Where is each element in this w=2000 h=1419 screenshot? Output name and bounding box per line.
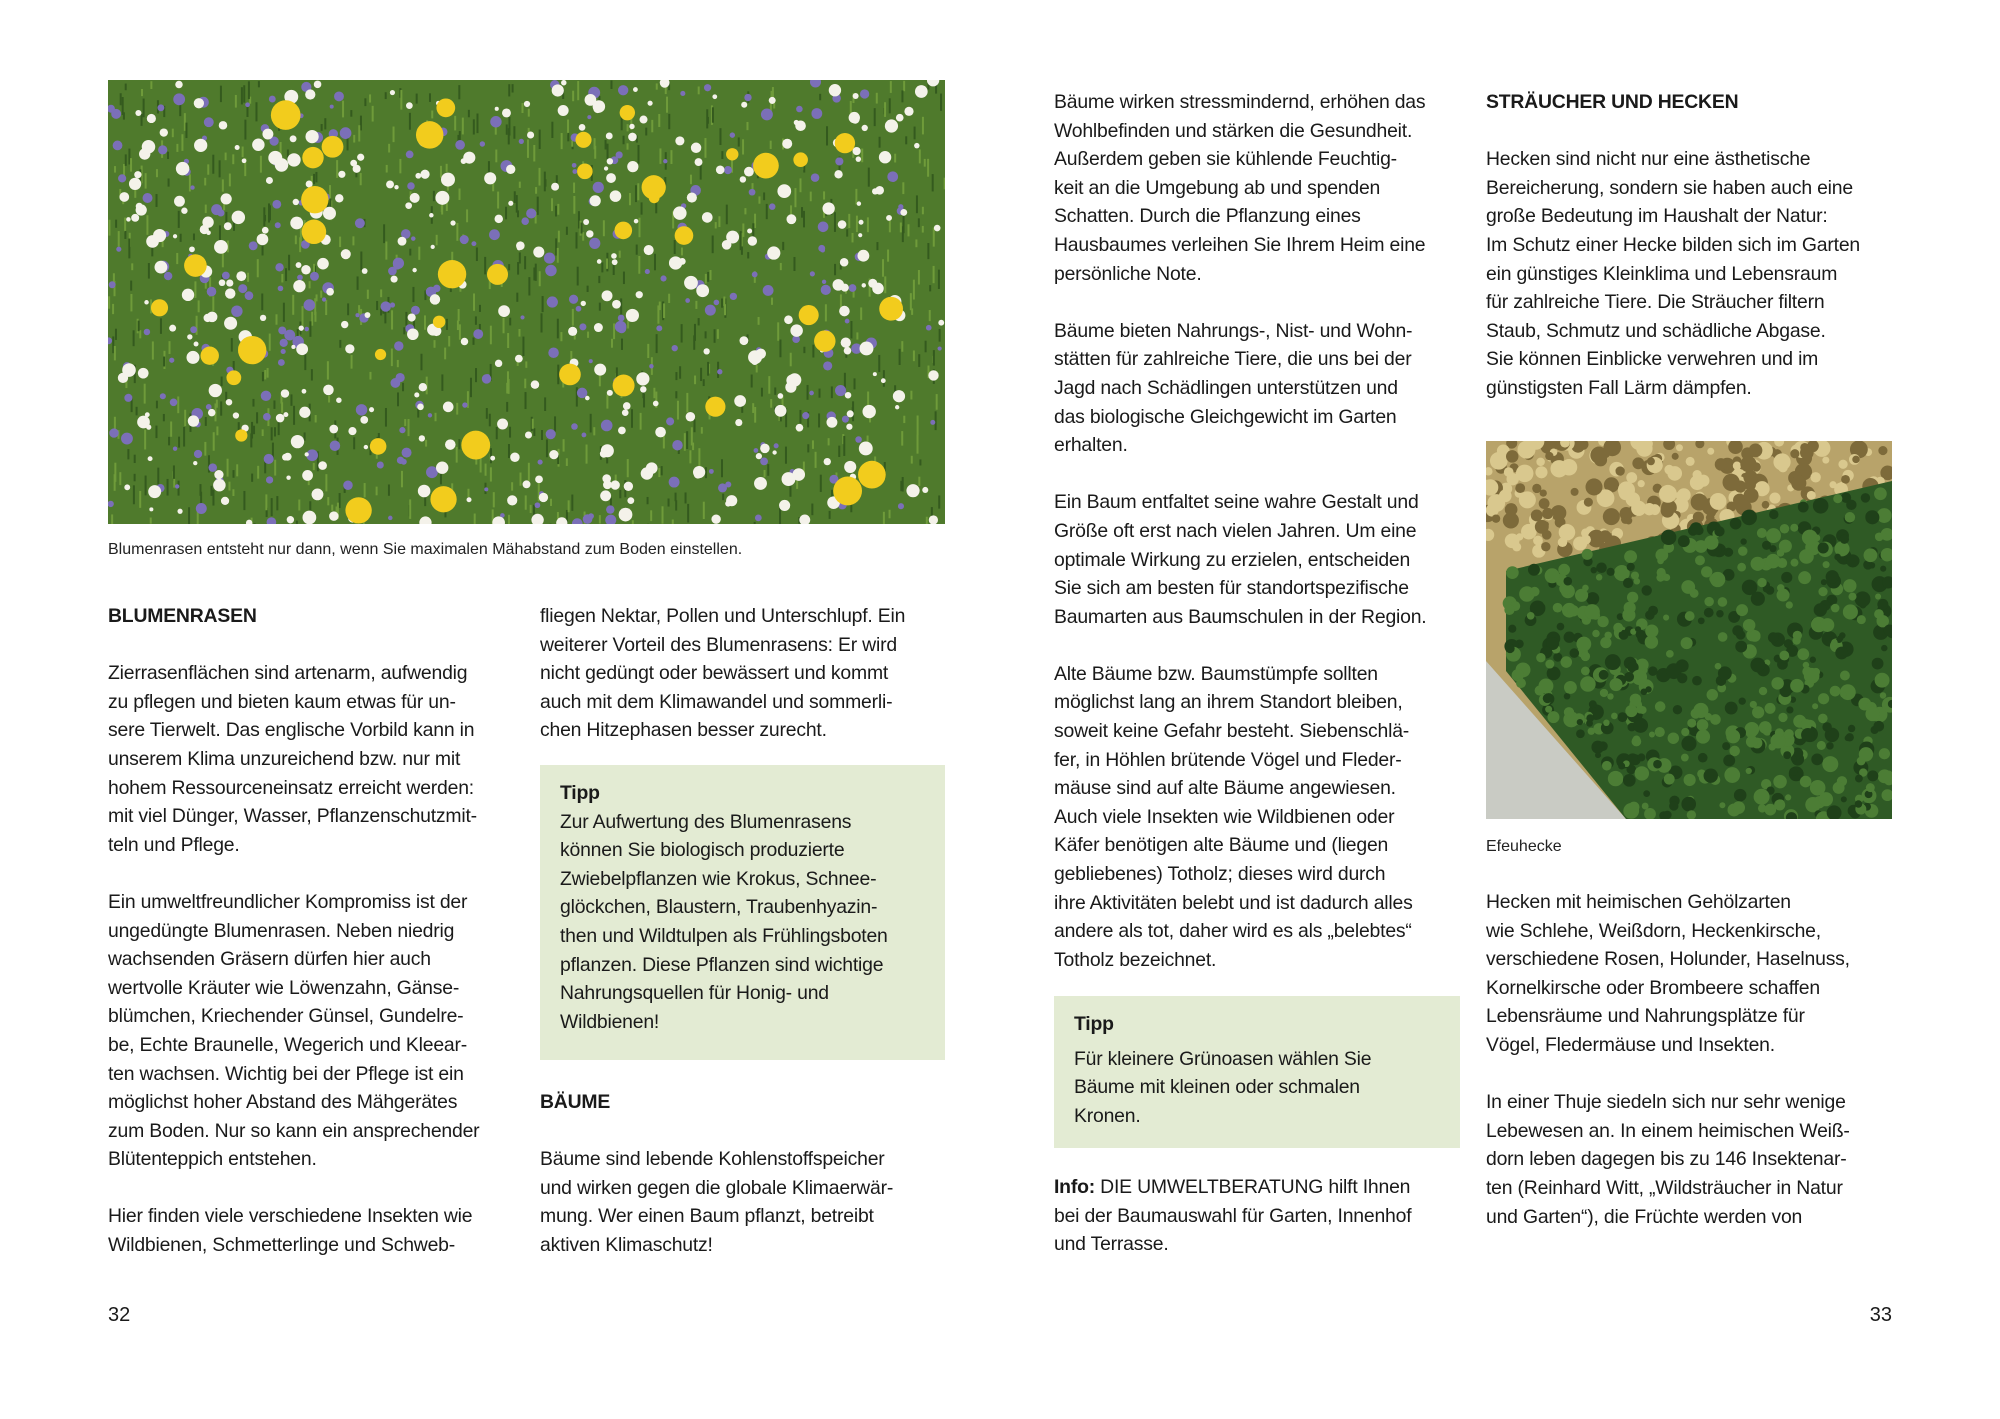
text-line: Zierrasenflächen sind artenarm, aufwendig <box>108 662 468 685</box>
text-line: möglichst lang an ihrem Standort bleiben, <box>1054 691 1403 714</box>
text-line <box>1054 460 1427 489</box>
text-line <box>1486 117 1860 146</box>
text-line: Bereicherung, sondern sie haben auch eine <box>1486 176 1853 199</box>
info-text: DIE UMWELTBERATUNG hilft Ihnen <box>1095 1176 1411 1198</box>
body-text <box>108 631 479 1260</box>
text-line: Wohlbefinden und stärken die Gesundheit. <box>1054 119 1413 142</box>
text-line: Hausbaumes verleihen Sie Ihrem Heim eine <box>1054 233 1426 256</box>
section-heading-straeucher: STRÄUCHER UND HECKEN <box>1486 91 1739 113</box>
text-line: ihre Aktivitäten belebt und ist dadurch alles <box>1054 891 1413 914</box>
hedge-photo <box>1486 441 1892 819</box>
meadow-photo <box>108 80 945 524</box>
text-line <box>108 859 479 888</box>
text-line: Zur Aufwertung des Blumenrasens <box>560 810 852 833</box>
text-line: und wirken gegen die globale Klimaerwär- <box>540 1176 894 1199</box>
text-line: In einer Thuje siedeln sich nur sehr wenige <box>1486 1091 1846 1114</box>
text-line: blümchen, Kriechender Günsel, Gundelre- <box>108 1005 464 1028</box>
text-line: Jagd nach Schädlingen unterstützen und <box>1054 376 1398 399</box>
column-4-top <box>1486 88 1860 403</box>
text-line: Ein umweltfreundlicher Kompromiss ist der <box>108 890 468 913</box>
text-line: Hecken mit heimischen Gehölzarten <box>1486 891 1791 913</box>
body-text <box>540 1117 893 1260</box>
text-line: Wildbienen! <box>560 1010 660 1033</box>
text-line: andere als tot, daher wird es als „belebtes“ <box>1054 920 1412 943</box>
tipp-title: Tipp <box>560 782 600 804</box>
info-text <box>1054 1202 1411 1259</box>
text-line: auch mit dem Klimawandel und sommerli- <box>540 690 893 713</box>
text-line: weiterer Vorteil des Blumenrasens: Er wird <box>540 633 897 656</box>
tipp-title: Tipp <box>1074 1013 1114 1035</box>
text-line: Sie können Einblicke verwehren und im <box>1486 348 1819 371</box>
column-1 <box>108 602 479 1260</box>
text-line: ein günstiges Kleinklima und Lebensraum <box>1486 262 1838 285</box>
text-line: Nahrungsquellen für Honig- und <box>560 982 829 1005</box>
text-line: zum Boden. Nur so kann ein ansprechender <box>108 1119 480 1142</box>
text-line <box>1054 288 1427 317</box>
text-line: Hier finden viele verschiedene Insekten wie <box>108 1205 473 1228</box>
column-2-bottom <box>540 1088 893 1260</box>
text-line: und Garten“), die Früchte werden von <box>1486 1205 1803 1228</box>
text-line: then und Wildtulpen als Frühlingsboten <box>560 924 888 947</box>
text-line: Blütenteppich entstehen. <box>108 1148 317 1171</box>
text-line: wertvolle Kräuter wie Löwenzahn, Gänse- <box>108 976 460 999</box>
column-2-top <box>540 602 905 745</box>
text-line: hohem Ressourceneinsatz erreicht werden: <box>108 776 474 799</box>
text-line: mäuse sind auf alte Bäume angewiesen. <box>1054 777 1396 800</box>
text-line: keit an die Umgebung ab und spenden <box>1054 176 1381 199</box>
text-line: Außerdem geben sie kühlende Feuchtig- <box>1054 148 1397 171</box>
section-heading-baeume: BÄUME <box>540 1091 611 1113</box>
tipp-box-baeume <box>1054 996 1460 1148</box>
text-line: sere Tierwelt. Das englische Vorbild kann in <box>108 719 475 742</box>
text-line: Zwiebelpflanzen wie Krokus, Schnee- <box>560 867 877 890</box>
text-line: Bäume bieten Nahrungs-, Nist- und Wohn- <box>1054 319 1413 342</box>
text-line: aktiven Klimaschutz! <box>540 1233 713 1256</box>
text-line: Bäume sind lebende Kohlenstoffspeicher <box>540 1148 885 1171</box>
text-line: Alte Bäume bzw. Baumstümpfe sollten <box>1054 662 1378 685</box>
text-line: Vögel, Fledermäuse und Insekten. <box>1486 1033 1775 1056</box>
text-line: Bäume wirken stressmindernd, erhöhen das <box>1054 91 1426 113</box>
text-line: Ein Baum entfaltet seine wahre Gestalt und <box>1054 491 1419 514</box>
text-line <box>540 1117 893 1146</box>
tipp-box-blumenrasen <box>540 765 945 1060</box>
text-line: günstigsten Fall Lärm dämpfen. <box>1486 376 1752 399</box>
text-line: Lebensräume und Nahrungsplätze für <box>1486 1005 1805 1028</box>
text-line: fliegen Nektar, Pollen und Unterschlupf. Ein <box>540 605 906 627</box>
tipp-text <box>1074 1039 1440 1131</box>
text-line: Sie sich am besten für standortspezifische <box>1054 577 1409 600</box>
meadow-photo-caption: Blumenrasen entsteht nur dann, wenn Sie maximalen Mähabstand zum Boden einstellen. <box>108 541 743 558</box>
text-line: glöckchen, Blaustern, Traubenhyazin- <box>560 896 878 919</box>
info-label: Info: <box>1054 1176 1095 1198</box>
text-line <box>1054 631 1427 660</box>
text-line: soweit keine Gefahr besteht. Siebenschlä- <box>1054 720 1410 743</box>
text-line: teln und Pflege. <box>108 833 240 856</box>
text-line: Staub, Schmutz und schädliche Abgase. <box>1486 319 1826 342</box>
text-line: unserem Klima unzureichend bzw. nur mit <box>108 747 461 770</box>
text-line: Im Schutz einer Hecke bilden sich im Garten <box>1486 233 1860 256</box>
text-line <box>108 631 479 660</box>
text-line: verschiedene Rosen, Holunder, Haselnuss, <box>1486 948 1850 971</box>
text-line: Wildbienen, Schmetterlinge und Schweb- <box>108 1234 456 1257</box>
body-text <box>1486 888 1850 1231</box>
page-number-right: 33 <box>1869 1304 1892 1326</box>
column-4-bottom <box>1486 888 1850 1231</box>
text-line: Hecken sind nicht nur eine ästhetische <box>1486 148 1811 171</box>
text-line: fer, in Höhlen brütende Vögel und Fleder- <box>1054 748 1402 771</box>
text-line <box>108 1174 479 1203</box>
tipp-text <box>560 808 925 1037</box>
text-line: dorn leben dagegen bis zu 146 Insektenar- <box>1486 1148 1847 1171</box>
text-line: ungedüngte Blumenrasen. Neben niedrig <box>108 919 455 942</box>
text-line: Lebewesen an. In einem heimischen Weiß- <box>1486 1119 1850 1142</box>
body-text <box>540 602 905 745</box>
text-line: chen Hitzephasen besser zurecht. <box>540 719 827 742</box>
text-line: stätten für zahlreiche Tiere, die uns bei der <box>1054 348 1412 371</box>
text-line: Auch viele Insekten wie Wildbienen oder <box>1054 805 1395 828</box>
body-text <box>1486 117 1860 403</box>
text-line: mung. Wer einen Baum pflanzt, betreibt <box>540 1205 874 1228</box>
text-line: bei der Baumauswahl für Garten, Innenhof <box>1054 1204 1412 1227</box>
body-text <box>1054 88 1427 974</box>
text-line: wachsenden Gräsern dürfen hier auch <box>108 948 431 971</box>
text-line: persönliche Note. <box>1054 262 1202 285</box>
text-line: erhalten. <box>1054 434 1128 457</box>
text-line: große Bedeutung im Haushalt der Natur: <box>1486 205 1828 228</box>
text-line: Kronen. <box>1074 1104 1141 1127</box>
text-line: Bäume mit kleinen oder schmalen <box>1074 1076 1360 1099</box>
text-line: für zahlreiche Tiere. Die Sträucher filtern <box>1486 291 1825 314</box>
text-line: pflanzen. Diese Pflanzen sind wichtige <box>560 953 884 976</box>
text-line: möglichst hoher Abstand des Mähgerätes <box>108 1091 458 1114</box>
text-line: mit viel Dünger, Wasser, Pflanzenschutzmit- <box>108 805 477 828</box>
text-line: Schatten. Durch die Pflanzung eines <box>1054 205 1361 228</box>
text-line: nicht gedüngt oder bewässert und kommt <box>540 662 889 685</box>
page-number-left: 32 <box>108 1304 131 1326</box>
text-line: Größe oft erst nach vielen Jahren. Um eine <box>1054 519 1417 542</box>
section-heading-blumenrasen: BLUMENRASEN <box>108 605 257 627</box>
text-line: können Sie biologisch produzierte <box>560 839 845 862</box>
text-line: ten wachsen. Wichtig bei der Pflege ist ein <box>108 1062 464 1085</box>
text-line: wie Schlehe, Weißdorn, Heckenkirsche, <box>1486 919 1821 942</box>
text-line: Käfer benötigen alte Bäume und (liegen <box>1054 834 1389 857</box>
text-line: gebliebenes) Totholz; dieses wird durch <box>1054 863 1386 886</box>
text-line <box>1486 1060 1850 1089</box>
text-line: Kornelkirsche oder Brombeere schaffen <box>1486 976 1820 999</box>
text-line: Totholz bezeichnet. <box>1054 948 1217 971</box>
text-line: zu pflegen und bieten kaum etwas für un- <box>108 690 456 713</box>
text-line: optimale Wirkung zu erzielen, entscheiden <box>1054 548 1411 571</box>
column-3 <box>1054 88 1427 974</box>
hedge-photo-caption: Efeuhecke <box>1486 838 1562 855</box>
text-line: Baumarten aus Baumschulen in der Region. <box>1054 605 1427 628</box>
text-line: und Terrasse. <box>1054 1233 1169 1256</box>
text-line: Für kleinere Grünoasen wählen Sie <box>1074 1047 1372 1070</box>
text-line: be, Echte Braunelle, Wegerich und Kleear- <box>108 1033 468 1056</box>
info-note <box>1054 1173 1411 1259</box>
text-line: ten (Reinhard Witt, „Wildsträucher in Natur <box>1486 1176 1843 1199</box>
text-line: das biologische Gleichgewicht im Garten <box>1054 405 1397 428</box>
